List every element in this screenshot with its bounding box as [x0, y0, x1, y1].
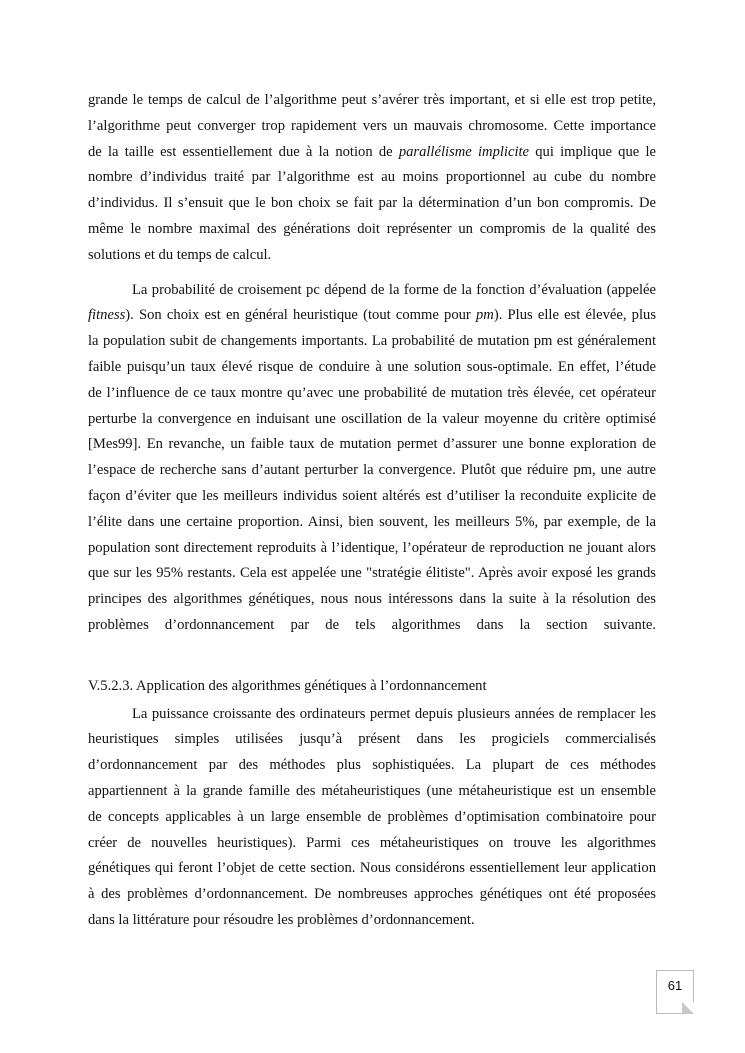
page-number: 61: [667, 978, 683, 993]
paragraph: [88, 702, 656, 934]
text-segment: ). Plus elle est élevée, plus: [493, 307, 656, 324]
text-segment: heuristiques simples utilisées jusqu’à présent dans les progiciels commercialisés: [88, 731, 656, 748]
text-line: [88, 510, 656, 536]
text-segment: de la taille est essentiellement due à la notion de: [88, 143, 399, 160]
italic-text: fitness: [88, 307, 126, 324]
text-segment: solutions et du temps de calcul.: [88, 246, 272, 263]
text-segment: génétiques qui feront l’objet de cette section. Nous considérons essentiellement leur application: [88, 860, 656, 877]
text-line: [88, 243, 656, 269]
text-segment: que sur les 95% restants. Cela est appelée une "stratégie élitiste". Après avoir exposé les grands: [88, 565, 656, 582]
text-segment: de concepts applicables à un large ensemble de problèmes d’optimisation combinatoire pour: [88, 808, 656, 825]
text-line: [88, 484, 656, 510]
text-segment: principes des algorithmes génétiques, nous nous intéressons dans la suite à la résolution des: [88, 591, 656, 608]
text-line: [88, 882, 656, 908]
text-segment: [Mes99]. En revanche, un faible taux de mutation permet d’assurer une bonne exploration de: [88, 436, 656, 453]
text-line: [88, 329, 656, 355]
paragraph: [88, 278, 656, 639]
text-line: [88, 587, 656, 613]
text-segment: l’espace de recherche sans d’autant perturber la convergence. Plutôt que réduire pm, une autre: [88, 462, 656, 479]
text-line: [88, 407, 656, 433]
text-segment: qui implique que le: [529, 143, 656, 160]
text-line: [88, 805, 656, 831]
paragraph: [88, 88, 656, 269]
text-line: [88, 561, 656, 587]
text-segment: La puissance croissante des ordinateurs permet depuis plusieurs années de remplacer les: [132, 705, 656, 722]
text-line: [88, 753, 656, 779]
italic-text: parallélisme implicite: [398, 143, 530, 160]
text-line: [88, 536, 656, 562]
text-line: [88, 458, 656, 484]
text-segment: appartiennent à la grande famille des métaheuristiques (une métaheuristique est un ensemble: [88, 782, 656, 799]
text-line: [88, 727, 656, 753]
text-line: [88, 702, 656, 728]
text-line: [88, 88, 656, 114]
text-line: [88, 165, 656, 191]
text-segment: même le nombre maximal des générations doit représenter un compromis de la qualité des: [88, 220, 656, 237]
text-line: [88, 831, 656, 857]
text-segment: faible puisqu’un taux élevé risque de conduire à une solution sous-optimale. En effet, l’étude: [88, 358, 656, 375]
text-segment: perturbe la convergence en induisant une oscillation de la valeur moyenne du critère optimisé: [88, 410, 656, 427]
text-segment: la population subit de changements importants. La probabilité de mutation pm est généralement: [88, 333, 656, 350]
text-line: [88, 114, 656, 140]
page-curl-icon: [682, 1002, 694, 1014]
text-line: [88, 908, 656, 934]
text-segment: grande le temps de calcul de l’algorithme peut s’avérer très important, et si elle est trop petite,: [88, 92, 656, 108]
text-line: [88, 613, 656, 639]
text-line: [88, 381, 656, 407]
text-line: [88, 432, 656, 458]
text-line: [88, 355, 656, 381]
text-segment: population sont directement reproduits à l’identique, l’opérateur de reproduction ne jouant alors: [88, 539, 656, 556]
italic-text: pm: [475, 307, 494, 324]
text-line: [88, 191, 656, 217]
text-segment: façon d’éviter que les meilleurs individus soient altérés est d’utiliser la reconduite explicite de: [88, 487, 656, 504]
section-heading: V.5.2.3. Application des algorithmes génétiques à l’ordonnancement: [88, 677, 487, 694]
text-line: [88, 856, 656, 882]
text-segment: l’algorithme peut converger trop rapidement vers un mauvais chromosome. Cette importance: [88, 117, 656, 134]
text-line: [88, 217, 656, 243]
text-segment: d’individus. Il s’ensuit que le bon choix se fait par la détermination d’un bon compromis. De: [88, 195, 656, 212]
text-segment: problèmes d’ordonnancement par de tels algorithmes dans la section suivante.: [88, 616, 656, 633]
text-segment: à des problèmes d’ordonnancement. De nombreuses approches génétiques ont été proposées: [88, 886, 656, 903]
text-line: [88, 779, 656, 805]
text-segment: de l’influence de ce taux montre qu’avec une probabilité de mutation très élevée, cet opérateur: [88, 384, 656, 401]
text-line: [88, 303, 656, 329]
text-segment: l’élite dans une certaine proportion. Ainsi, bien souvent, les meilleurs 5%, par exemple, de la: [88, 513, 656, 530]
text-segment: d’ordonnancement par des méthodes plus sophistiquées. La plupart de ces méthodes: [88, 757, 656, 774]
text-segment: créer de nouvelles heuristiques). Parmi ces métaheuristiques on trouve les algorithmes: [88, 834, 656, 851]
text-line: [88, 278, 656, 304]
text-segment: nombre d’individus traité par l’algorithme est au moins proportionnel au cube du nombre: [88, 169, 656, 186]
text-line: [88, 140, 656, 166]
page-number-box: [656, 970, 694, 1014]
document-body: [88, 88, 656, 934]
text-segment: dans la littérature pour résoudre les problèmes d’ordonnancement.: [88, 911, 475, 928]
text-segment: La probabilité de croisement pc dépend de la forme de la fonction d’évaluation (appelée: [132, 281, 656, 298]
text-segment: ). Son choix est en général heuristique (tout comme pour: [125, 307, 476, 324]
